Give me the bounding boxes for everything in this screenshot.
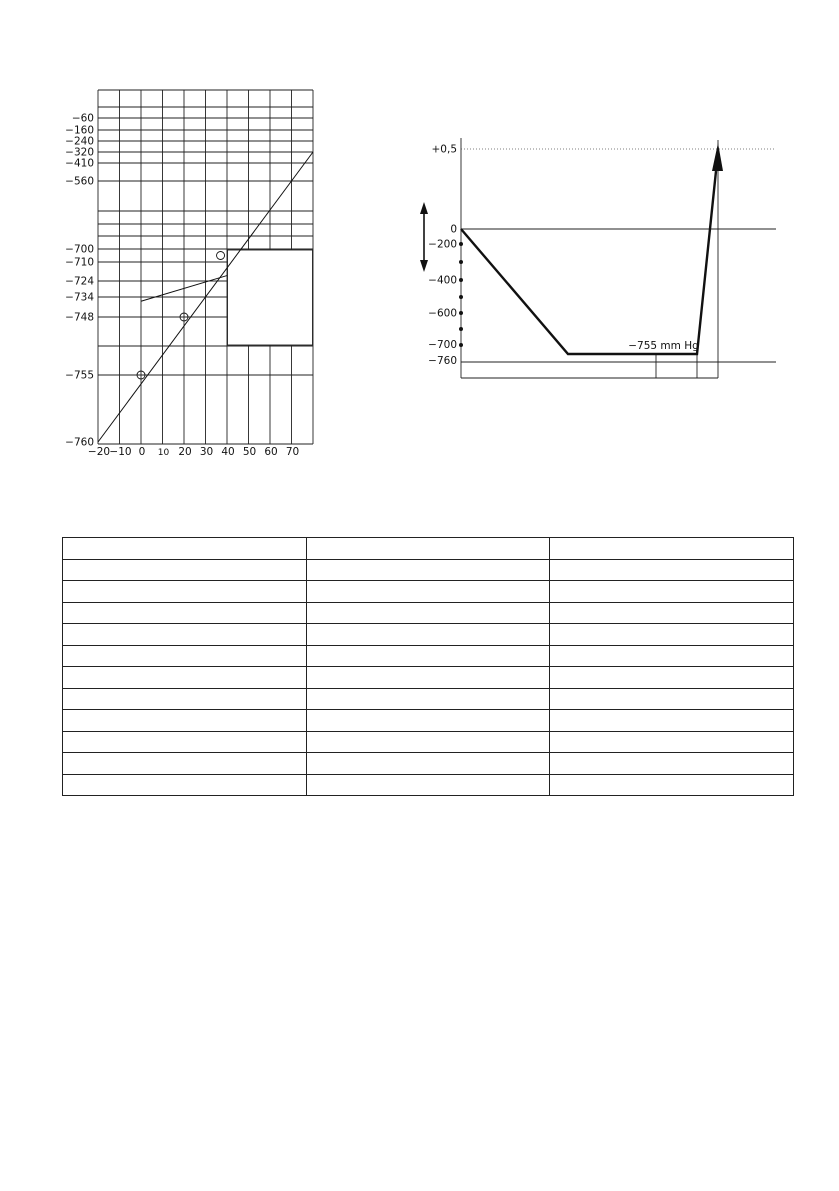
table-row <box>63 710 794 732</box>
table-row <box>63 538 794 560</box>
right-series-arrowhead <box>712 143 723 171</box>
right-y-tick-label: −600 <box>428 307 457 320</box>
right-annotation-label: −755 mm Hg <box>628 340 699 352</box>
right-y-tick-label: 0 <box>450 223 457 236</box>
table-cell <box>550 710 794 732</box>
table-cell <box>306 581 550 603</box>
table-cell <box>306 710 550 732</box>
table-cell <box>63 581 307 603</box>
right-y-tick-label: +0,5 <box>431 143 457 156</box>
left-x-tick-label: 20 <box>178 446 192 458</box>
right-axis-dot <box>459 311 463 315</box>
right-axis-dot <box>459 327 463 331</box>
left-x-tick-label: −20 <box>87 446 111 458</box>
left-y-tick-label: −160 <box>65 124 94 137</box>
table-cell <box>63 710 307 732</box>
table-row <box>63 688 794 710</box>
table-cell <box>550 753 794 775</box>
left-y-tick-label: −60 <box>71 112 94 125</box>
left-y-tick-label: −710 <box>65 256 94 269</box>
table-cell <box>63 538 307 560</box>
table-cell <box>550 602 794 624</box>
right-axis-dot <box>459 295 463 299</box>
left-x-tick-label: 60 <box>264 446 278 458</box>
table-cell <box>63 559 307 581</box>
right-axis-dot <box>459 343 463 347</box>
table-cell <box>306 602 550 624</box>
table-row <box>63 774 794 796</box>
left-y-tick-label: −734 <box>65 291 94 304</box>
table-row <box>63 602 794 624</box>
table-row <box>63 731 794 753</box>
table-cell <box>63 645 307 667</box>
left-y-tick-label: −724 <box>65 275 94 288</box>
table-row <box>63 667 794 689</box>
right-y-tick-label: −200 <box>428 238 457 251</box>
left-data-marker <box>217 252 225 260</box>
table-cell <box>306 645 550 667</box>
table-row <box>63 753 794 775</box>
table-cell <box>63 624 307 646</box>
double-arrow-head-up <box>420 202 428 214</box>
right-chart <box>420 138 776 378</box>
table-cell <box>63 688 307 710</box>
table-cell <box>306 731 550 753</box>
right-axis-dot <box>459 242 463 246</box>
table-cell <box>63 774 307 796</box>
table-cell <box>306 774 550 796</box>
left-chart <box>65 90 313 458</box>
table-cell <box>63 731 307 753</box>
left-x-tick-label: 30 <box>199 446 214 458</box>
table-row <box>63 645 794 667</box>
table-cell <box>550 774 794 796</box>
left-y-tick-label: −240 <box>65 135 94 148</box>
left-y-tick-label: −560 <box>65 175 94 188</box>
left-blank-box <box>228 250 313 345</box>
table-cell <box>63 753 307 775</box>
left-x-tick-label: 70 <box>285 446 300 458</box>
table-cell <box>63 602 307 624</box>
left-y-tick-label: −700 <box>65 243 94 256</box>
table-row <box>63 581 794 603</box>
table-cell <box>550 731 794 753</box>
right-axis-dot <box>459 278 463 282</box>
table-cell <box>306 688 550 710</box>
table-cell <box>550 667 794 689</box>
left-y-tick-label: −755 <box>65 369 94 382</box>
double-arrow-head-down <box>420 260 428 272</box>
table-cell <box>550 538 794 560</box>
table-cell <box>550 624 794 646</box>
table-cell <box>306 667 550 689</box>
left-y-tick-label: −760 <box>65 436 94 449</box>
table-cell <box>550 688 794 710</box>
left-x-tick-label: 0 <box>138 446 146 458</box>
left-x-tick-label: 50 <box>242 446 257 458</box>
right-y-tick-label: −760 <box>428 355 457 367</box>
right-series-line <box>461 171 716 354</box>
right-y-tick-label: −700 <box>428 339 457 351</box>
table-cell <box>306 559 550 581</box>
table-cell <box>550 645 794 667</box>
table-cell <box>306 538 550 560</box>
right-y-tick-label: −400 <box>428 274 457 287</box>
table-cell <box>63 667 307 689</box>
left-x-tick-label: 40 <box>221 446 235 458</box>
table-cell <box>306 624 550 646</box>
table-row <box>63 624 794 646</box>
table-cell <box>550 581 794 603</box>
table-cell <box>550 559 794 581</box>
left-y-tick-label: −748 <box>65 311 94 324</box>
data-table <box>62 537 794 796</box>
table-cell <box>306 753 550 775</box>
table-row <box>63 559 794 581</box>
left-x-tick-label: 10 <box>157 448 170 458</box>
left-y-tick-label: −410 <box>65 157 94 170</box>
right-axis-dot <box>459 260 463 264</box>
left-y-tick-label: −320 <box>65 146 94 159</box>
left-x-tick-label: −10 <box>109 446 132 458</box>
